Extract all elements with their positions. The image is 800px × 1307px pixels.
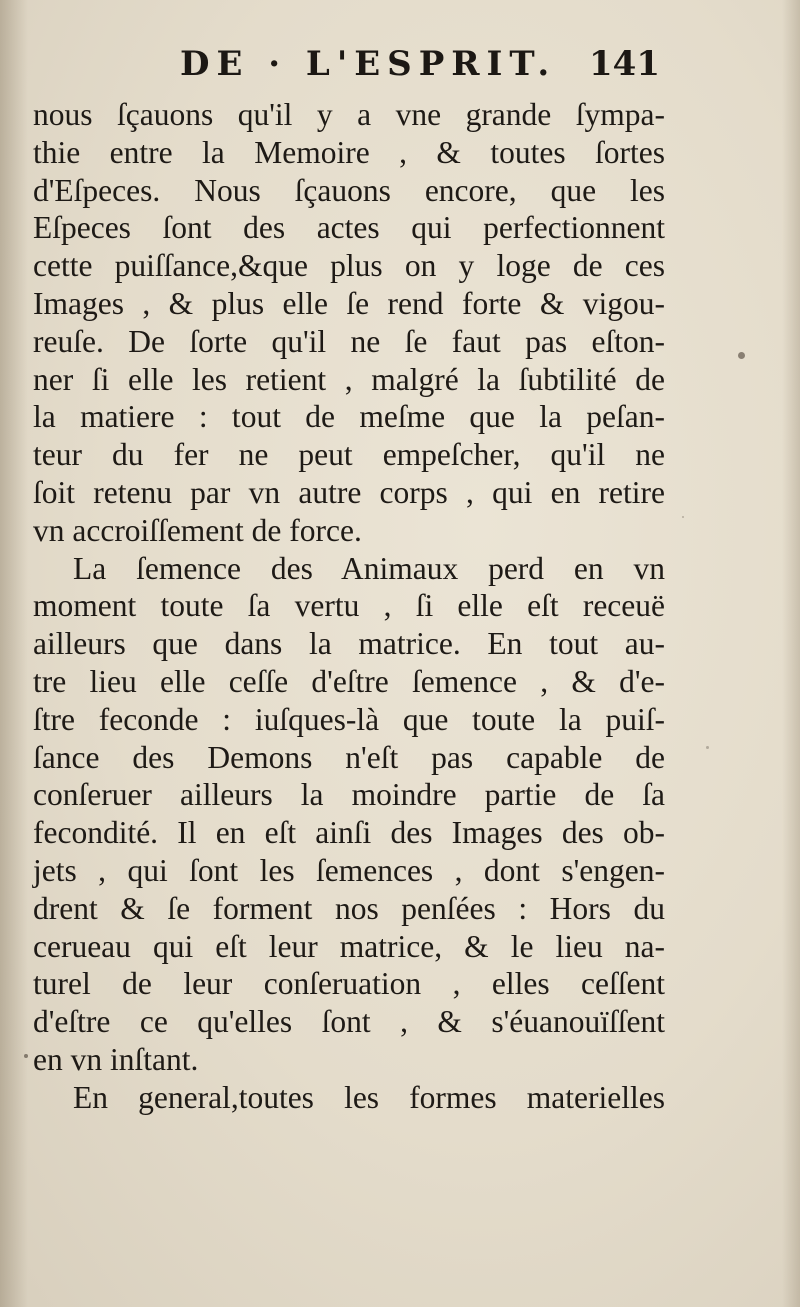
text-line: moment toute ſa vertu , ſi elle eſt receuë: [33, 588, 665, 624]
text-line: cette puiſſance,&que plus on y loge de ces: [33, 248, 665, 284]
body-text: [33, 96, 665, 1117]
text-line: Eſpeces ſont des actes qui perfectionnent: [33, 210, 665, 246]
text-line: cerueau qui eſt leur matrice, & le lieu na-: [33, 928, 665, 964]
text-line: La ſemence des Animaux perd en vn: [73, 550, 665, 586]
text-line: tre lieu elle ceſſe d'eſtre ſemence , & d'e-: [33, 663, 665, 699]
text-line: nous ſçauons qu'il y a vne grande ſympa-: [33, 97, 665, 132]
ink-speck: [706, 746, 709, 749]
text-line: vn accroiſſement de force.: [33, 512, 362, 548]
paragraph-1: [33, 96, 665, 550]
text-line: teur du fer ne peut empeſcher, qu'il ne: [33, 437, 665, 473]
text-line: en vn inſtant.: [33, 1041, 199, 1077]
text-line: Images , & plus elle ſe rend forte & vigou-: [33, 285, 665, 321]
running-title: DE · L'ESPRIT.: [180, 44, 557, 84]
text-line: ſoit retenu par vn autre corps , qui en retire: [33, 474, 665, 510]
ink-speck: [738, 352, 745, 359]
ink-speck: [24, 1054, 28, 1058]
text-line: d'Eſpeces. Nous ſçauons encore, que les: [33, 172, 665, 208]
text-line: d'eſtre ce qu'elles ſont , & s'éuanouïſſent: [33, 1004, 665, 1040]
text-line: conſeruer ailleurs la moindre partie de ſa: [33, 777, 665, 813]
paragraph-3: [33, 1079, 665, 1117]
page-header: [180, 44, 660, 96]
text-line: ſtre feconde : iuſques-là que toute la puiſ-: [33, 701, 665, 737]
text-line: thie entre la Memoire , & toutes ſortes: [33, 134, 665, 170]
page-number: 141: [589, 44, 660, 84]
text-line: ſance des Demons n'eſt pas capable de: [33, 739, 665, 775]
paragraph-2: [33, 550, 665, 1079]
text-line: turel de leur conſeruation , elles ceſſent: [33, 966, 665, 1002]
text-line: la matiere : tout de meſme que la peſan-: [33, 399, 665, 435]
text-line: drent & ſe forment nos penſées : Hors du: [33, 890, 665, 926]
text-line: ailleurs que dans la matrice. En tout au-: [33, 626, 665, 662]
text-line: jets , qui ſont les ſemences , dont s'engen-: [33, 852, 665, 888]
text-line: reuſe. De ſorte qu'il ne ſe faut pas eſton-: [33, 323, 665, 359]
text-line: ner ſi elle les retient , malgré la ſubtilité de: [33, 361, 665, 397]
ink-speck: [682, 516, 684, 518]
text-line: En general,toutes les formes materielles: [73, 1079, 665, 1115]
text-line: fecondité. Il en eſt ainſi des Images des ob-: [33, 815, 665, 851]
